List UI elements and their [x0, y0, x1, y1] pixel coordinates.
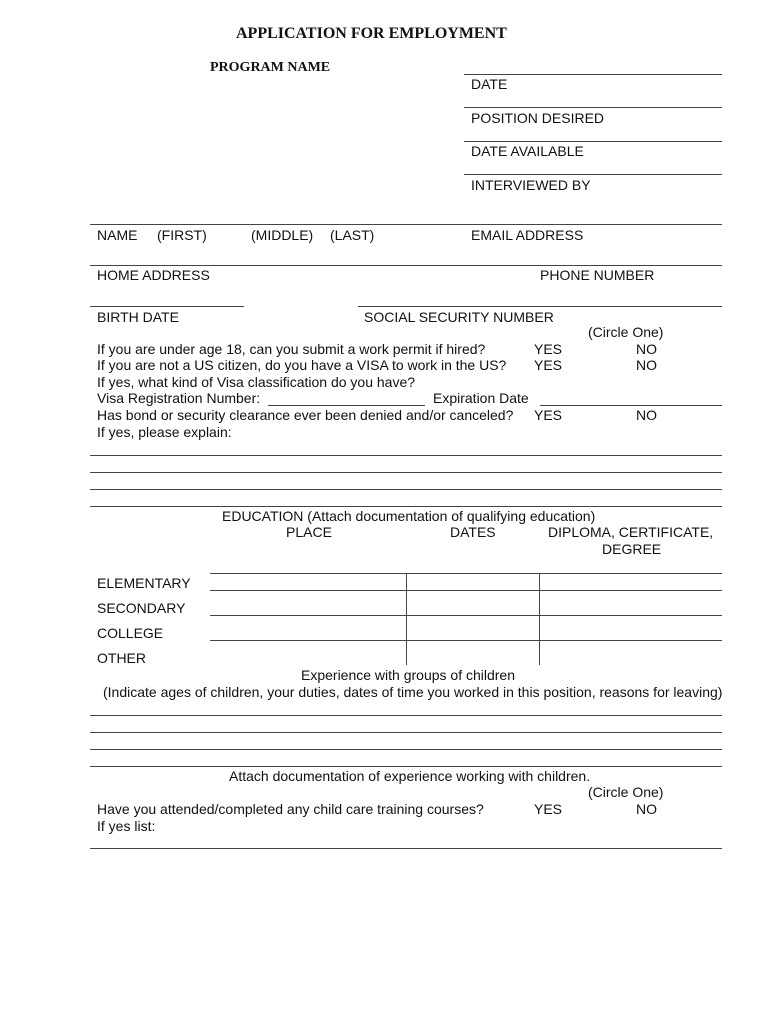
circle-one-label: (Circle One): [588, 324, 664, 340]
bond-question: Has bond or security clearance ever been denied and/or canceled?: [97, 407, 514, 423]
visa-no[interactable]: NO: [636, 357, 657, 373]
expiration-date-line[interactable]: [540, 405, 722, 406]
training-list-line[interactable]: [90, 848, 722, 849]
middle-name-label: (MIDDLE): [251, 227, 314, 243]
experience-line[interactable]: [90, 732, 722, 733]
ssn-label: SOCIAL SECURITY NUMBER: [364, 309, 554, 325]
visa-registration-line[interactable]: [268, 405, 425, 406]
form-title: APPLICATION FOR EMPLOYMENT: [236, 25, 507, 42]
bond-yes[interactable]: YES: [534, 407, 563, 423]
program-name-label: PROGRAM NAME: [210, 60, 331, 75]
birth-date-line[interactable]: [90, 306, 244, 307]
interviewed-by-label: INTERVIEWED BY: [471, 177, 591, 193]
section-divider: [90, 506, 722, 507]
last-name-label: (LAST): [330, 227, 375, 243]
education-row-secondary: SECONDARY: [97, 600, 186, 616]
work-permit-yes[interactable]: YES: [534, 341, 563, 357]
position-line[interactable]: [464, 107, 722, 108]
explain-line[interactable]: [90, 472, 722, 473]
experience-attach-note: Attach documentation of experience working with children.: [229, 768, 591, 784]
explain-label: If yes, please explain:: [97, 424, 232, 440]
visa-yes[interactable]: YES: [534, 357, 563, 373]
training-circle-one: (Circle One): [588, 784, 664, 800]
visa-registration-label: Visa Registration Number:: [97, 390, 261, 406]
work-permit-question: If you are under age 18, can you submit a work permit if hired?: [97, 341, 486, 357]
expiration-date-label: Expiration Date: [433, 390, 529, 406]
address-line[interactable]: [90, 265, 722, 266]
education-col-dates: DATES: [450, 524, 496, 540]
date-available-line[interactable]: [464, 141, 722, 142]
date-label: DATE: [471, 76, 508, 92]
experience-instructions: (Indicate ages of children, your duties, dates of time you worked in this position, reasons for leaving): [103, 684, 723, 700]
education-col-place: PLACE: [286, 524, 332, 540]
date-available-label: DATE AVAILABLE: [471, 143, 584, 159]
home-address-label: HOME ADDRESS: [97, 267, 210, 283]
education-row-elementary: ELEMENTARY: [97, 575, 191, 591]
first-name-label: (FIRST): [157, 227, 207, 243]
experience-line[interactable]: [90, 715, 722, 716]
name-label: NAME: [97, 227, 138, 243]
education-col-diploma: DIPLOMA, CERTIFICATE,: [548, 524, 714, 540]
training-no[interactable]: NO: [636, 801, 657, 817]
experience-line[interactable]: [90, 749, 722, 750]
education-col-divider: [539, 573, 540, 665]
education-col-degree: DEGREE: [602, 541, 662, 557]
phone-number-label: PHONE NUMBER: [540, 267, 655, 283]
visa-question: If you are not a US citizen, do you have a VISA to work in the US?: [97, 357, 507, 373]
training-list-label: If yes list:: [97, 818, 156, 834]
date-line[interactable]: [464, 74, 722, 75]
education-row-college: COLLEGE: [97, 625, 164, 641]
birth-date-label: BIRTH DATE: [97, 309, 179, 325]
education-heading: EDUCATION (Attach documentation of qualifying education): [222, 508, 596, 524]
education-row-line[interactable]: [210, 590, 722, 591]
bond-no[interactable]: NO: [636, 407, 657, 423]
visa-kind-question: If yes, what kind of Visa classification do you have?: [97, 374, 416, 390]
training-question: Have you attended/completed any child care training courses?: [97, 801, 484, 817]
education-row-line[interactable]: [210, 640, 722, 641]
education-col-divider: [406, 573, 407, 665]
experience-heading: Experience with groups of children: [301, 667, 516, 683]
email-address-label: EMAIL ADDRESS: [471, 227, 584, 243]
explain-line[interactable]: [90, 455, 722, 456]
education-row-other: OTHER: [97, 650, 146, 666]
name-line[interactable]: [90, 224, 722, 225]
explain-line[interactable]: [90, 489, 722, 490]
section-divider: [90, 766, 722, 767]
education-table-top: [210, 573, 722, 574]
work-permit-no[interactable]: NO: [636, 341, 657, 357]
education-row-line[interactable]: [210, 615, 722, 616]
ssn-line[interactable]: [358, 306, 722, 307]
interviewed-by-line[interactable]: [464, 174, 722, 175]
position-desired-label: POSITION DESIRED: [471, 110, 605, 126]
training-yes[interactable]: YES: [534, 801, 563, 817]
